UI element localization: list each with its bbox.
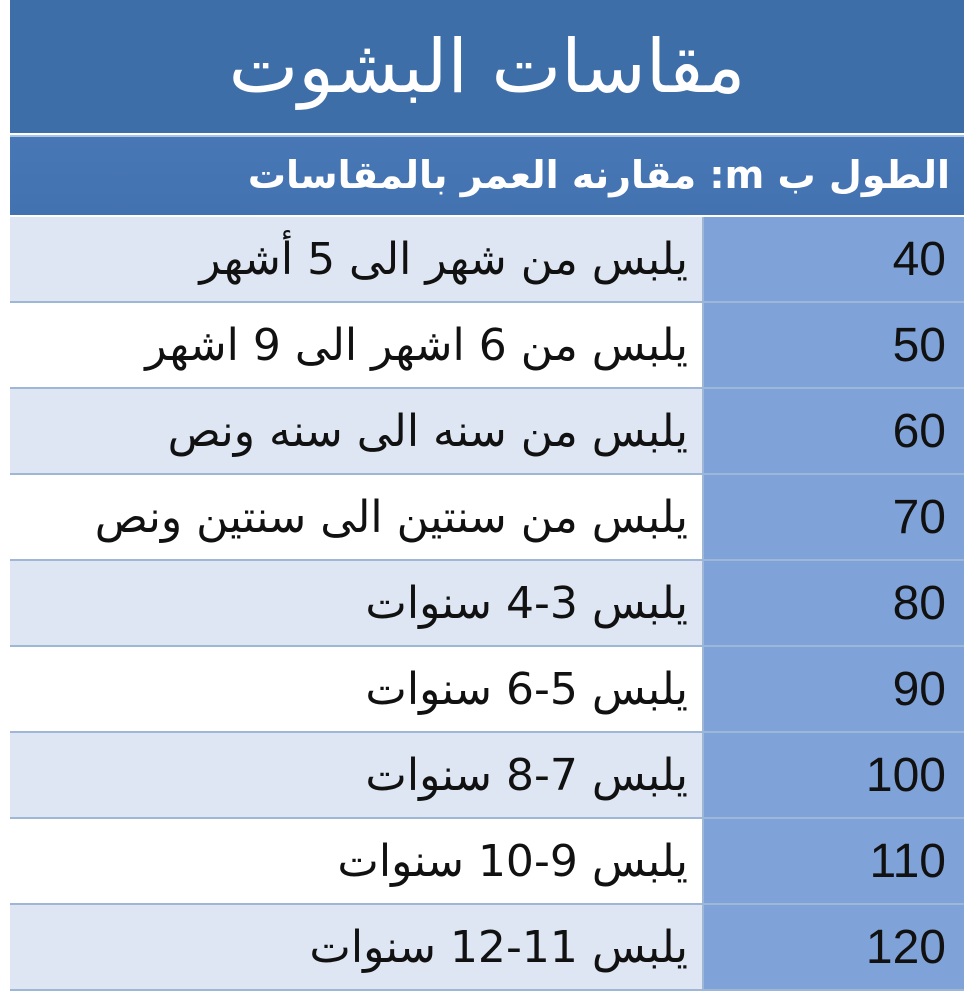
age-cell [10,217,702,301]
page-title: مقاسات البشوت [228,23,746,110]
size-cell [702,647,964,731]
age-cell [10,905,702,989]
size-value: 50 [892,318,946,372]
table-row [10,475,964,561]
table-header-label: الطول ب m: مقارنه العمر بالمقاسات [247,153,950,198]
table-header [10,135,964,215]
age-description: يلبس 5-6 سنوات [365,663,688,715]
age-cell [10,389,702,473]
age-description: يلبس 11-12 سنوات [309,921,688,973]
table-row [10,647,964,733]
size-value: 90 [892,662,946,716]
age-cell [10,819,702,903]
age-description: يلبس من سنتين الى سنتين ونص [94,491,688,543]
age-description: يلبس من 6 اشهر الى 9 اشهر [145,319,688,371]
age-description: يلبس 3-4 سنوات [365,577,688,629]
size-value: 70 [892,490,946,544]
size-cell [702,303,964,387]
age-cell [10,303,702,387]
age-cell [10,561,702,645]
size-value: 120 [865,920,946,974]
size-cell [702,217,964,301]
size-cell [702,561,964,645]
age-cell [10,647,702,731]
age-description: يلبس من شهر الى 5 أشهر [199,233,688,285]
size-table [10,217,964,991]
table-row [10,217,964,303]
table-row [10,733,964,819]
size-value: 110 [869,834,946,888]
size-value: 80 [892,576,946,630]
age-cell [10,475,702,559]
title-banner [10,0,964,133]
size-cell [702,389,964,473]
size-value: 100 [865,748,946,802]
age-description: يلبس 9-10 سنوات [337,835,688,887]
size-cell [702,905,964,989]
size-cell [702,819,964,903]
age-description: يلبس من سنه الى سنه ونص [167,405,688,457]
table-row [10,905,964,991]
table-row [10,303,964,389]
size-cell [702,475,964,559]
table-row [10,389,964,475]
table-row [10,561,964,647]
size-value: 40 [892,232,946,286]
size-cell [702,733,964,817]
size-value: 60 [892,404,946,458]
table-row [10,819,964,905]
age-cell [10,733,702,817]
age-description: يلبس 7-8 سنوات [365,749,688,801]
